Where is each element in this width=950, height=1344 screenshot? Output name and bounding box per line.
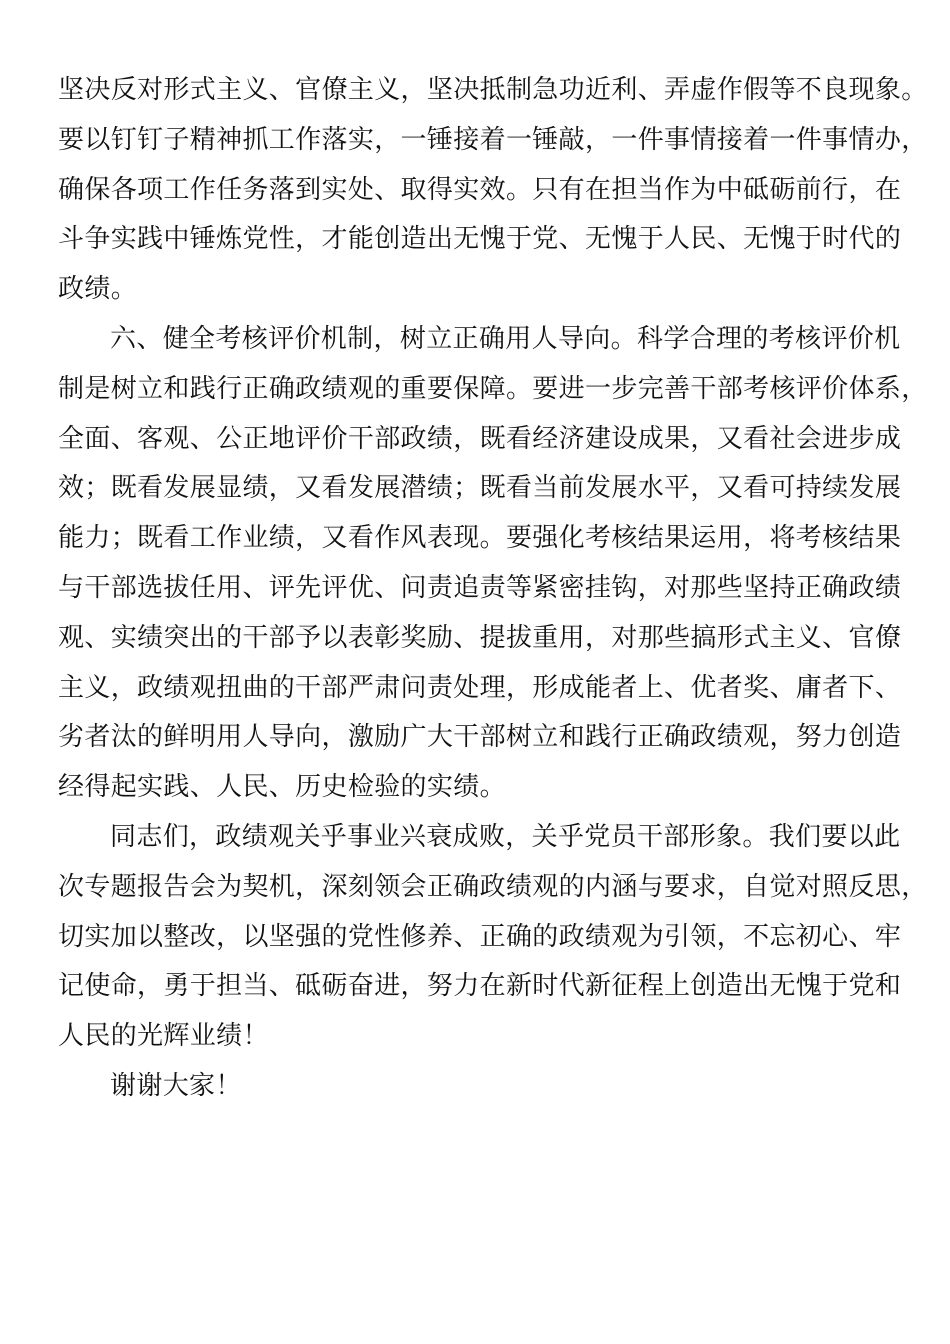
paragraph-section-six: [58, 315, 928, 813]
text-line: 记使命，勇于担当、砥砺奋进，努力在新时代新征程上创造出无愧于党和: [58, 971, 902, 1002]
text-line: 人民的光辉业绩！: [58, 1021, 269, 1052]
text-line: 观、实绩突出的干部予以表彰奖励、提拔重用，对那些搞形式主义、官僚: [58, 622, 902, 653]
paragraph-closing: [58, 813, 928, 1062]
text-line: 确保各项工作任务落到实处、取得实效。只有在担当作为中砥砺前行，在: [58, 174, 902, 205]
text-line: 同志们，政绩观关乎事业兴衰成败，关乎党员干部形象。我们要以此: [110, 821, 901, 852]
text-line: 制是树立和践行正确政绩观的重要保障。要进一步完善干部考核评价体系，: [58, 373, 928, 404]
text-line: 能力；既看工作业绩，又看作风表现。要强化考核结果运用，将考核结果: [58, 523, 902, 554]
text-line: 经得起实践、人民、历史检验的实绩。: [58, 772, 506, 803]
text-line: 六、健全考核评价机制，树立正确用人导向。科学合理的考核评价机: [110, 323, 901, 354]
text-line: 效；既看发展显绩，又看发展潜绩；既看当前发展水平，又看可持续发展: [58, 473, 902, 504]
text-line: 主义，政绩观扭曲的干部严肃问责处理，形成能者上、优者奖、庸者下、: [58, 672, 902, 703]
text-line: 劣者汰的鲜明用人导向，激励广大干部树立和践行正确政绩观，努力创造: [58, 722, 902, 753]
text-line: 坚决反对形式主义、官僚主义，坚决抵制急功近利、弄虚作假等不良现象。: [58, 75, 928, 105]
text-line: 要以钉钉子精神抓工作落实，一锤接着一锤敲，一件事情接着一件事情办，: [58, 124, 928, 155]
text-line: 全面、客观、公正地评价干部政绩，既看经济建设成果，又看社会进步成: [58, 423, 902, 454]
paragraph-thanks: [58, 1062, 894, 1112]
text-line: 切实加以整改，以坚强的党性修养、正确的政绩观为引领，不忘初心、牢: [58, 921, 902, 952]
text-line: 斗争实践中锤炼党性，才能创造出无愧于党、无愧于人民、无愧于时代的: [58, 224, 902, 255]
text-line: 政绩。: [58, 274, 138, 305]
paragraph-continuation: [58, 66, 928, 315]
text-line: 与干部选拔任用、评先评优、问责追责等紧密挂钩，对那些坚持正确政绩: [58, 572, 902, 603]
text-line: 次专题报告会为契机，深刻领会正确政绩观的内涵与要求，自觉对照反思，: [58, 871, 928, 902]
text-line: 谢谢大家！: [110, 1070, 242, 1101]
